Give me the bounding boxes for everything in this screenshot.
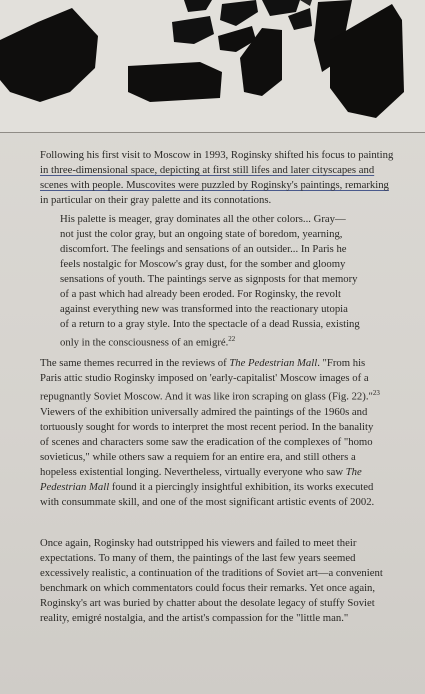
- exhibition-title: The: [345, 465, 362, 478]
- quote-line: sensations of youth. The paintings serve as signposts for that memory: [60, 273, 358, 285]
- quote-line: His palette is meager, gray dominates all the other colors... Gray—: [60, 213, 346, 225]
- p3-line: reality, emigré nostalgia, and the artist's compassion for the "little man.": [40, 612, 349, 624]
- p3-line: excessively realistic, a continuation of the traditions of Soviet art—a convenient: [40, 567, 383, 579]
- figure-border: [0, 132, 425, 133]
- p2-text: The same themes recurred in the reviews of: [40, 357, 230, 369]
- p2-text: found it a piercingly insightful exhibition, its works executed: [109, 480, 374, 493]
- p2-line: Viewers of the exhibition universally admired the paintings of the 1960s and: [40, 405, 368, 418]
- p2-line: tortuously sought for words to interpret the most recent period. In the banality: [40, 420, 374, 433]
- quote-line: against everything new was transformed into the reactionary utopia: [60, 303, 348, 315]
- p3-line: benchmark on which commentators could focus their remarks. Yet once again,: [40, 582, 376, 594]
- p2-line: Paris attic studio Roginsky imposed on 'early-capitalist' Moscow images of a: [40, 372, 369, 384]
- footnote-ref: 22: [228, 335, 236, 343]
- p1-line: scenes with people. Muscovites were puzzled by Roginsky's paintings, remarking: [40, 179, 389, 191]
- p2-line: [40, 356, 412, 371]
- block-quote: [60, 212, 405, 351]
- p2-line: [40, 480, 412, 495]
- p2-line: of scenes and characters some saw the eradication of the complexes of "homo: [40, 435, 373, 448]
- p3-line: Once again, Roginsky had outstripped his viewers and failed to meet their: [40, 537, 357, 549]
- painting-image: [0, 0, 425, 132]
- exhibition-title: The Pedestrian Mall: [229, 357, 318, 369]
- footnote-ref: 23: [372, 389, 380, 397]
- quote-line: discomfort. The feelings and sensations of an outsider... In Paris he: [60, 243, 347, 255]
- quote-line: not just the color gray, but an ongoing state of boredom, yearning,: [60, 228, 343, 240]
- paragraph-1: [40, 148, 412, 208]
- p1-line: in three-dimensional space, depicting at first still lifes and later cityscapes and: [40, 164, 375, 176]
- quote-line: [60, 332, 405, 351]
- quote-line: feels nostalgic for Moscow's gray dust, for the somber and gloomy: [60, 258, 346, 270]
- p3-line: Roginsky's art was buried by chatter about the desolate legacy of stuffy Soviet: [40, 597, 375, 609]
- quote-last-text: only in the consciousness of an emigré.: [60, 336, 229, 349]
- p1-line: Following his first visit to Moscow in 1993, Roginsky shifted his focus to painting: [40, 149, 394, 161]
- p2-text: repugnantly Soviet Moscow. And it was like iron scraping on glass (Fig. 22).": [40, 390, 373, 403]
- paragraph-2: [40, 356, 412, 510]
- p1-line: in particular on their gray palette and its connotations.: [40, 194, 272, 206]
- p2-line: [40, 465, 412, 480]
- p2-text: hopeless existential longing. Nevertheless, virtually everyone who saw: [40, 465, 346, 478]
- p2-line: with consummate skill, and one of the most significant artistic events of 2002.: [40, 495, 375, 508]
- painting-figure: [0, 0, 425, 132]
- p2-line: [40, 386, 412, 405]
- p2-line: sovieticus," while others saw a requiem for an entire era, and still others a: [40, 450, 356, 463]
- exhibition-title: Pedestrian Mall: [40, 480, 110, 493]
- p3-line: expectations. To many of them, the paintings of the last few years seemed: [40, 552, 356, 564]
- p2-text: . "From his: [317, 357, 366, 369]
- paragraph-3: [40, 536, 412, 626]
- quote-line: of a past which had already been eroded. For Roginsky, the revolt: [60, 288, 341, 300]
- quote-line: of a return to a gray style. Into the spectacle of a dead Russia, existing: [60, 318, 360, 330]
